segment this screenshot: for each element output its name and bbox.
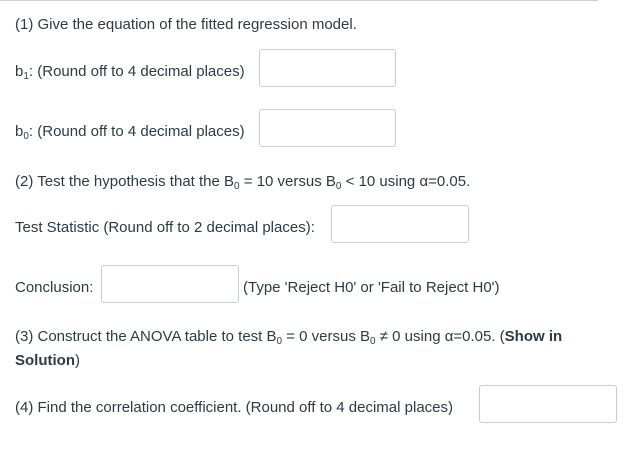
question-3-line-1 bbox=[15, 327, 562, 352]
b1-prefix: b bbox=[15, 63, 24, 80]
q2-sub-1: 0 bbox=[234, 181, 240, 192]
top-divider bbox=[0, 0, 598, 1]
conclusion-input[interactable] bbox=[101, 265, 239, 303]
correlation-input[interactable] bbox=[479, 385, 617, 423]
q3-bold-2: Solution bbox=[15, 352, 75, 369]
test-statistic-input[interactable] bbox=[331, 205, 469, 243]
question-3-line-2 bbox=[15, 351, 80, 371]
question-2 bbox=[15, 172, 470, 197]
b1-subscript: 1 bbox=[23, 71, 29, 82]
q3-bold-1: Show in bbox=[504, 328, 563, 345]
conclusion-label: Conclusion: bbox=[15, 279, 94, 296]
q3-sub-2: 0 bbox=[370, 336, 376, 347]
q3-text-4: ) bbox=[75, 352, 80, 369]
b1-label bbox=[15, 62, 245, 87]
q2-text-3: < 10 using α=0.05. bbox=[341, 173, 471, 190]
q3-text-2: = 0 versus B bbox=[282, 328, 371, 345]
b1-label-text: : (Round off to 4 decimal places) bbox=[28, 63, 245, 80]
test-statistic-label: Test Statistic (Round off to 2 decimal places): bbox=[15, 219, 315, 236]
q3-sub-1: 0 bbox=[276, 336, 283, 347]
q2-text-1: (2) Test the hypothesis that the B bbox=[15, 173, 235, 190]
b0-label bbox=[15, 122, 245, 147]
q3-text-1: (3) Construct the ANOVA table to test B bbox=[15, 328, 277, 345]
b0-input[interactable] bbox=[259, 109, 396, 147]
q2-sub-2: 0 bbox=[335, 181, 342, 192]
q3-text-3: ≠ 0 using α=0.05. ( bbox=[375, 328, 505, 345]
b0-prefix: b bbox=[15, 123, 24, 140]
b0-label-text: : (Round off to 4 decimal places) bbox=[28, 123, 245, 140]
question-4: (4) Find the correlation coefficient. (Round off to 4 decimal places) bbox=[15, 399, 454, 416]
q2-text-2: = 10 versus B bbox=[239, 173, 336, 190]
conclusion-hint: (Type 'Reject H0' or 'Fail to Reject H0') bbox=[243, 279, 500, 296]
b0-subscript: 0 bbox=[23, 131, 29, 142]
question-1: (1) Give the equation of the fitted regression model. bbox=[15, 16, 357, 33]
b1-input[interactable] bbox=[259, 49, 396, 87]
